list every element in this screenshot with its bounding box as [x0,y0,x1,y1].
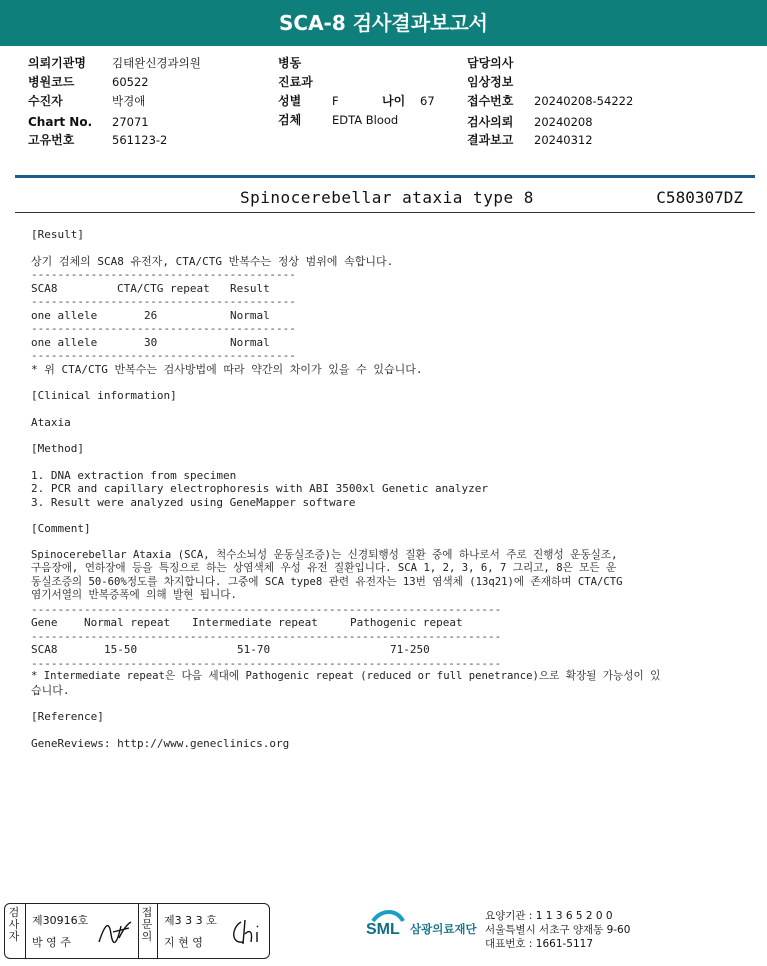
pathogenic-cell: 71-250 [390,643,430,656]
repeat-cell: 30 [144,335,158,349]
org-name: 삼광의료재단 [410,922,477,936]
gene-cell: SCA8 [31,643,58,656]
inspector-license: 제30916호 [32,914,89,927]
chart-no-value: 27071 [112,115,149,129]
signature-1 [95,914,135,950]
org-phone: 대표번호 : 1661-5117 [485,938,594,950]
comment-note: 습니다. [31,683,70,697]
normal-cell: 15-50 [104,643,138,656]
comment-line: 동실조증의 50-60%정도를 차지합니다. 그중에 SCA type8 관련 유전자는 13번 염색체 (13q21)에 존재하며 CTA/CTG [31,575,623,588]
sex-label: 성별 [278,94,302,108]
method-item: 2. PCR and capillary electrophoresis with ABI 3500xl Genetic analyzer [31,482,488,495]
allele-cell: one allele [31,335,98,349]
top-divider [15,175,755,178]
age-label: 나이 [382,94,406,108]
signature-2 [227,914,265,950]
reference-heading: [Reference] [31,710,104,723]
divider: ----------------------------------------------------------------------- [31,629,502,643]
divider: ----------------------------------------------------------------------- [31,656,502,670]
comment-line: Spinocerebellar Ataxia (SCA, 척수소뇌성 운동실조증)는 신경퇴행성 질환 중에 하나로서 주로 진행성 운동실조, [31,548,618,561]
result-summary: 상기 검체의 SCA8 유전자, CTA/CTG 반복수는 정상 범위에 속합니다. [31,254,394,268]
hospital-code-value: 60522 [112,75,149,89]
result-heading: [Result] [31,228,84,241]
sml-logo-text: SML [366,921,400,938]
comment-heading: [Comment] [31,522,91,535]
unique-no-label: 고유번호 [28,133,75,147]
chart-no-label: Chart No. [28,115,93,129]
gene-header-row [31,616,741,630]
table-row [31,309,741,323]
test-name: Spinocerebellar ataxia type 8 [240,188,534,207]
col-sca8: SCA8 [31,281,58,295]
comment-line: 염기서열의 반복증폭에 의해 발현 됩니다. [31,589,237,601]
method-item: 1. DNA extraction from specimen [31,468,237,482]
sex-value: F [332,94,339,108]
allele-cell: one allele [31,308,98,322]
org-address [485,909,630,951]
divider [157,904,158,958]
divider: ---------------------------------------- [31,322,296,335]
clinical-heading: [Clinical information] [31,389,177,402]
inspector-name: 박 영 주 [32,936,71,949]
specimen-value: EDTA Blood [332,113,399,127]
report-title: SCA-8 검사결과보고서 [0,0,767,46]
divider: ---------------------------------------- [31,295,296,308]
col-normal: Normal repeat [84,616,171,629]
col-result: Result [230,281,270,295]
patient-label: 수진자 [28,94,63,108]
result-note: * 위 CTA/CTG 반복수는 검사방법에 따라 약간의 차이가 있을 수 있습니다. [31,362,423,376]
report-date-value: 20240312 [534,133,593,147]
table-row [31,643,741,657]
hospital-code-label: 병원코드 [28,75,75,89]
col-pathogenic: Pathogenic repeat [350,616,463,629]
result-cell: Normal [230,308,270,322]
divider [25,904,26,958]
col-intermediate: Intermediate repeat [192,616,318,629]
request-date-value: 20240208 [534,115,593,129]
result-cell: Normal [230,335,270,349]
signature-box [4,903,270,959]
department-label: 진료과 [278,75,313,89]
org-code: 요양기관 : 1 1 3 6 5 2 0 0 [485,910,613,922]
method-item: 3. Result were analyzed using GeneMapper software [31,495,356,509]
test-code: C580307DZ [656,188,743,207]
clinical-info-label: 임상정보 [467,75,514,89]
specimen-label: 검체 [278,113,302,127]
receiver-license: 제3 3 3 호 [164,914,217,927]
clinical-text: Ataxia [31,415,71,429]
report-body [31,228,741,750]
hospital-label: 의뢰기관명 [28,56,86,70]
comment-note: * Intermediate repeat은 다음 세대에 Pathogenic repeat (reduced or full penetrance)으로 확장될 가능성이 있 [31,670,661,682]
comment-line: 구음장애, 연하장애 등을 특징으로 하는 상염색체 우성 유전 질환입니다. SCA 1, 2, 3, 6, 7 그리고, 8은 모든 운 [31,562,617,574]
result-header-row [31,282,741,296]
reference-text: GeneReviews: http://www.geneclinics.org [31,736,290,750]
patient-value: 박경애 [112,94,146,108]
hospital-value: 김태완신경과의원 [112,56,201,70]
doctor-label: 담당의사 [467,56,514,70]
age-value: 67 [420,94,435,108]
patient-info [0,0,767,160]
table-row [31,336,741,350]
header-divider [15,212,755,213]
org-location: 서울특별시 서초구 양재동 9-60 [485,924,631,936]
col-gene: Gene [31,616,58,629]
method-heading: [Method] [31,442,84,455]
divider [138,904,139,958]
receipt-no-label: 접수번호 [467,94,514,108]
request-date-label: 검사의뢰 [467,115,514,129]
unique-no-value: 561123-2 [112,133,168,147]
sml-logo [365,907,409,955]
divider: ---------------------------------------- [31,349,296,362]
intermediate-cell: 51-70 [237,643,271,656]
receiver-vertical-label: 접 문 의 [141,906,153,943]
receiver-name: 지 현 영 [164,936,203,949]
col-repeat: CTA/CTG repeat [117,281,210,295]
receipt-no-value: 20240208-54222 [534,94,634,108]
repeat-cell: 26 [144,308,158,322]
ward-label: 병동 [278,56,302,70]
inspector-vertical-label: 검 사 자 [8,906,20,943]
divider: ---------------------------------------- [31,268,296,281]
report-date-label: 결과보고 [467,133,514,147]
divider: ----------------------------------------------------------------------- [31,602,502,616]
